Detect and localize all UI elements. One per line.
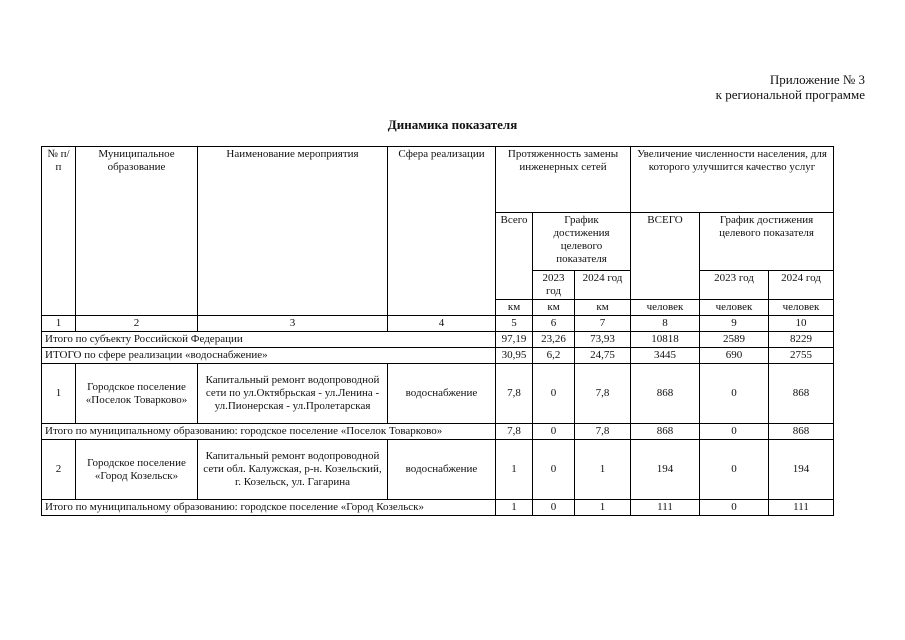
cell-value: 111 bbox=[769, 500, 834, 516]
cell-value: 0 bbox=[700, 364, 769, 424]
total-municipality-label: Итого по муниципальному образованию: городское поселение «Поселок Товарково» bbox=[42, 424, 496, 440]
row-number: 2 bbox=[42, 440, 76, 500]
header-population: Увеличение численности населения, для которого улучшится качество услуг bbox=[631, 147, 834, 213]
total-sphere-label: ИТОГО по сфере реализации «водоснабжение» bbox=[42, 348, 496, 364]
measure-cell: Капитальный ремонт водопроводной сети обл. Калужская, р-н. Козельский, г. Козельск, ул. Гагарина bbox=[198, 440, 388, 500]
header-municipality: Муниципальное образование bbox=[76, 147, 198, 316]
col-number: 1 bbox=[42, 316, 76, 332]
cell-value: 194 bbox=[631, 440, 700, 500]
indicator-table bbox=[41, 146, 834, 516]
cell-value: 868 bbox=[769, 424, 834, 440]
cell-value: 2755 bbox=[769, 348, 834, 364]
cell-value: 2589 bbox=[700, 332, 769, 348]
header-no: № п/п bbox=[42, 147, 76, 316]
col-number: 2 bbox=[76, 316, 198, 332]
col-number: 5 bbox=[496, 316, 533, 332]
total-municipality-row bbox=[42, 424, 834, 440]
cell-value: 8229 bbox=[769, 332, 834, 348]
header-total-km: Всего bbox=[496, 213, 533, 300]
cell-value: 690 bbox=[700, 348, 769, 364]
col-number: 4 bbox=[388, 316, 496, 332]
total-rf-row bbox=[42, 332, 834, 348]
cell-value: 97,19 bbox=[496, 332, 533, 348]
measure-cell: Капитальный ремонт водопроводной сети по ул.Октябрьская - ул.Ленина - ул.Пионерская - ул.Пролетарская bbox=[198, 364, 388, 424]
cell-value: 0 bbox=[533, 364, 575, 424]
unit-km-total: км bbox=[496, 300, 533, 316]
cell-value: 111 bbox=[631, 500, 700, 516]
unit-people-total: человек bbox=[631, 300, 700, 316]
total-sphere-row bbox=[42, 348, 834, 364]
cell-value: 7,8 bbox=[496, 364, 533, 424]
appendix-line-1: Приложение № 3 bbox=[769, 72, 865, 87]
cell-value: 3445 bbox=[631, 348, 700, 364]
cell-value: 7,8 bbox=[575, 364, 631, 424]
total-municipality-row bbox=[42, 500, 834, 516]
cell-value: 1 bbox=[575, 440, 631, 500]
cell-value: 1 bbox=[575, 500, 631, 516]
municipality-cell: Городское поселение «Город Козельск» bbox=[76, 440, 198, 500]
cell-value: 868 bbox=[631, 364, 700, 424]
cell-value: 1 bbox=[496, 500, 533, 516]
document-title: Динамика показателя bbox=[387, 117, 518, 132]
appendix-line-2: к региональной программе bbox=[715, 87, 865, 102]
cell-value: 868 bbox=[769, 364, 834, 424]
header-schedule-km: График достижения целевого показателя bbox=[533, 213, 631, 271]
cell-value: 7,8 bbox=[575, 424, 631, 440]
cell-value: 868 bbox=[631, 424, 700, 440]
cell-value: 0 bbox=[533, 440, 575, 500]
cell-value: 23,26 bbox=[533, 332, 575, 348]
header-measure: Наименование мероприятия bbox=[198, 147, 388, 316]
col-number: 3 bbox=[198, 316, 388, 332]
col-number: 6 bbox=[533, 316, 575, 332]
col-number: 7 bbox=[575, 316, 631, 332]
unit-km-2023: км bbox=[533, 300, 575, 316]
col-number: 8 bbox=[631, 316, 700, 332]
cell-value: 0 bbox=[533, 500, 575, 516]
total-rf-label: Итого по субъекту Российской Федерации bbox=[42, 332, 496, 348]
col-number: 10 bbox=[769, 316, 834, 332]
sphere-cell: водоснабжение bbox=[388, 364, 496, 424]
cell-value: 30,95 bbox=[496, 348, 533, 364]
table-row bbox=[42, 364, 834, 424]
cell-value: 6,2 bbox=[533, 348, 575, 364]
header-schedule-people: График достижения целевого показателя bbox=[700, 213, 834, 271]
sphere-cell: водоснабжение bbox=[388, 440, 496, 500]
cell-value: 73,93 bbox=[575, 332, 631, 348]
total-municipality-label: Итого по муниципальному образованию: городское поселение «Город Козельск» bbox=[42, 500, 496, 516]
column-numbers-row bbox=[42, 316, 834, 332]
cell-value: 0 bbox=[700, 424, 769, 440]
cell-value: 7,8 bbox=[496, 424, 533, 440]
cell-value: 0 bbox=[533, 424, 575, 440]
table-row bbox=[42, 440, 834, 500]
row-number: 1 bbox=[42, 364, 76, 424]
header-2024-km: 2024 год bbox=[575, 271, 631, 300]
municipality-cell: Городское поселение «Поселок Товарково» bbox=[76, 364, 198, 424]
appendix-note bbox=[716, 72, 865, 102]
header-2023-km: 2023 год bbox=[533, 271, 575, 300]
cell-value: 10818 bbox=[631, 332, 700, 348]
header-2023-people: 2023 год bbox=[700, 271, 769, 300]
cell-value: 24,75 bbox=[575, 348, 631, 364]
unit-people-2023: человек bbox=[700, 300, 769, 316]
cell-value: 0 bbox=[700, 500, 769, 516]
header-2024-people: 2024 год bbox=[769, 271, 834, 300]
header-length: Протяженность замены инженерных сетей bbox=[496, 147, 631, 213]
header-total-people: ВСЕГО bbox=[631, 213, 700, 300]
unit-km-2024: км bbox=[575, 300, 631, 316]
cell-value: 194 bbox=[769, 440, 834, 500]
unit-people-2024: человек bbox=[769, 300, 834, 316]
col-number: 9 bbox=[700, 316, 769, 332]
cell-value: 1 bbox=[496, 440, 533, 500]
header-sphere: Сфера реализации bbox=[388, 147, 496, 316]
cell-value: 0 bbox=[700, 440, 769, 500]
